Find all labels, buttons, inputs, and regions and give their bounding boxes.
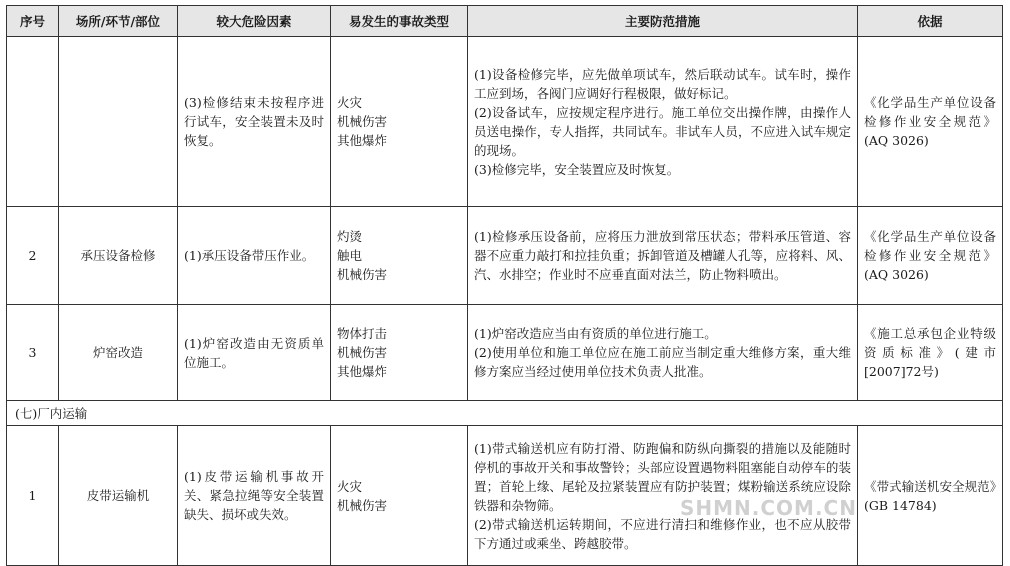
row-place [59, 37, 178, 207]
table-row [7, 37, 1003, 207]
row-no: 3 [7, 305, 59, 401]
row-risk: (1)炉窑改造由无资质单位施工。 [178, 305, 331, 401]
row-measures: (1)带式输送机应有防打滑、防跑偏和防纵向撕裂的措施以及能随时停机的事故开关和事故警铃；头部应设置遇物料阻塞能自动停车的装置；首轮上缘、尾轮及拉紧装置应有防护装置；煤粉输送系统应设除铁器和杂物筛。 (2)带式输送机运转期间，不应进行清扫和维修作业，也不应从胶带下方通过或乘坐、跨越胶带。 [468, 426, 858, 566]
header-measures: 主要防范措施 [468, 6, 858, 37]
header-place: 场所/环节/部位 [59, 6, 178, 37]
row-risk: (1)皮带运输机事故开关、紧急拉绳等安全装置缺失、损坏或失效。 [178, 426, 331, 566]
row-measures: (1)炉窑改造应当由有资质的单位进行施工。 (2)使用单位和施工单位应在施工前应当制定重大维修方案，重大维修方案应当经过使用单位技术负责人批准。 [468, 305, 858, 401]
row-accident-types: 物体打击 机械伤害 其他爆炸 [331, 305, 468, 401]
row-place: 承压设备检修 [59, 207, 178, 305]
row-place: 皮带运输机 [59, 426, 178, 566]
table-row [7, 207, 1003, 305]
table-row [7, 305, 1003, 401]
header-no: 序号 [7, 6, 59, 37]
header-row [7, 6, 1003, 37]
row-basis: 《施工总承包企业特级资质标准》(建市[2007]72号) [858, 305, 1003, 401]
section-title: (七)厂内运输 [7, 401, 1003, 426]
header-accident-type: 易发生的事故类型 [331, 6, 468, 37]
hazard-table [6, 5, 1003, 566]
row-measures: (1)检修承压设备前，应将压力泄放到常压状态；带料承压管道、容器不应重力敲打和拉挂负重；拆卸管道及槽罐人孔等，应将料、风、汽、水排空；作业时不应垂直面对法兰，防止物料喷出。 [468, 207, 858, 305]
row-no: 2 [7, 207, 59, 305]
row-basis: 《化学品生产单位设备检修作业安全规范》(AQ 3026) [858, 207, 1003, 305]
row-no [7, 37, 59, 207]
row-place: 炉窑改造 [59, 305, 178, 401]
header-basis: 依据 [858, 6, 1003, 37]
header-risk: 较大危险因素 [178, 6, 331, 37]
table-row [7, 426, 1003, 566]
row-no: 1 [7, 426, 59, 566]
watermark: SHMN.COM.CN [680, 496, 857, 520]
row-risk: (3)检修结束未按程序进行试车，安全装置未及时恢复。 [178, 37, 331, 207]
row-basis: 《化学品生产单位设备检修作业安全规范》(AQ 3026) [858, 37, 1003, 207]
row-accident-types: 火灾 机械伤害 [331, 426, 468, 566]
row-accident-types: 火灾 机械伤害 其他爆炸 [331, 37, 468, 207]
row-measures: (1)设备检修完毕，应先做单项试车，然后联动试车。试车时，操作工应到场，各阀门应调好行程极限，做好标记。 (2)设备试车，应按规定程序进行。施工单位交出操作牌，由操作人员送电操作，专人指挥，共同试车。非试车人员，不应进入试车规定的现场。 (3)检修完毕，安全装置应及时恢复。 [468, 37, 858, 207]
row-risk: (1)承压设备带压作业。 [178, 207, 331, 305]
section-row [7, 401, 1003, 426]
row-accident-types: 灼烫 触电 机械伤害 [331, 207, 468, 305]
row-basis: 《带式输送机安全规范》(GB 14784) [858, 426, 1003, 566]
